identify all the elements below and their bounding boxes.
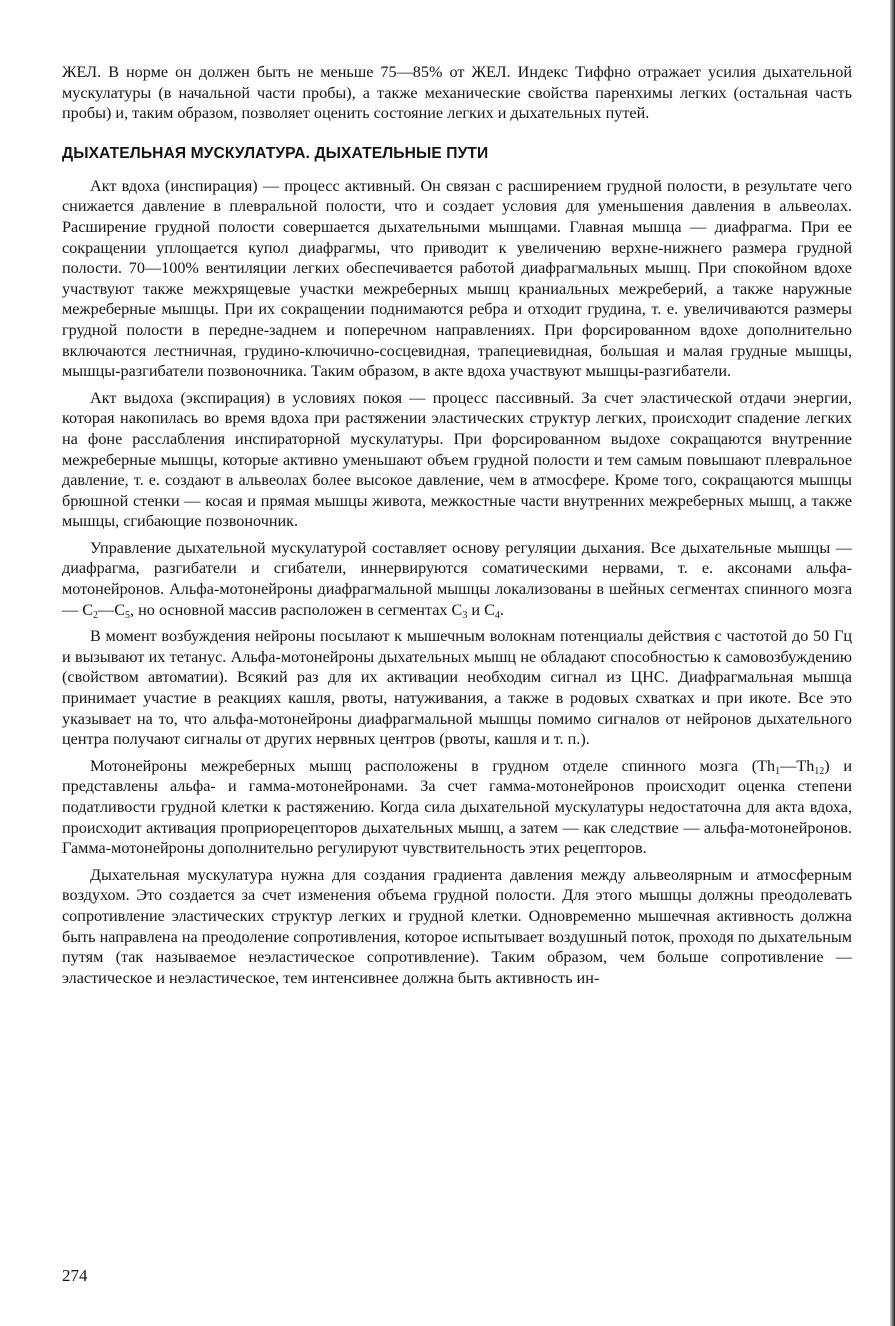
paragraph-motoneurons	[62, 756, 852, 859]
text-run: ) и представлены альфа- и гамма-мотонейронами. За счет гамма-мотонейронов происходит оценка степени податливости грудной клетки к растяжению. Когда сила дыхательной мускулатуры недостаточна для акта вдоха, происходит активация проприорецепторов дыхательных мышц, а затем — как следствие — альфа-мотонейронов. Гамма-мотонейроны дополнительно регулируют чувствительность этих рецепторов.	[62, 756, 852, 858]
subscript: 2	[93, 609, 99, 621]
subscript: 1	[775, 765, 781, 777]
text-run: —C	[98, 600, 126, 619]
text-run: Управление дыхательной мускулатурой составляет основу регуляции дыхания. Все дыхательные мышцы — диафрагма, разгибатели и сгибатели, иннервируются соматическими нервами, т. е. аксонами альфа-мотонейронов. Альфа-мотонейроны диафрагмальной мышцы локализованы в шейных сегментах спинного мозга — C	[62, 538, 852, 619]
text-run: —Th	[780, 756, 815, 775]
paragraph-expiration: Акт выдоха (экспирация) в условиях покоя — процесс пассивный. За счет эластической отдачи энергии, которая накопилась во время вдоха при растяжении эластических структур легких, происходит спадение легких на фоне расслабления инспираторной мускулатуры. При форсированном выдохе сокращаются внутренние межреберные мышцы, которые активно уменьшают объем грудной полости и тем самым повышают плевральное давление, т. е. создают в альвеолах более высокое давление, чем в атмосфере. Кроме того, сокращаются мышцы брюшной стенки — косая и прямая мышцы живота, межкостные части внутренних межреберных мышц, а также мышцы, сгибающие позвоночник.	[62, 388, 852, 531]
text-run: Мотонейроны межреберных мышц расположены в грудном отделе спинного мозга (Th	[90, 756, 776, 775]
subscript: 4	[494, 609, 500, 621]
page-body	[62, 62, 852, 988]
paragraph-inspiration: Акт вдоха (инспирация) — процесс активный. Он связан с расширением грудной полости, в результате чего снижается давление в плевральной полости, что и создает условия для уменьшения давления в альвеолах. Расширение грудной полости совершается дыхательными мышцами. Главная мышца — диафрагма. При ее сокращении уплощается купол диафрагмы, что приводит к увеличению верхне-нижнего размера грудной полости. 70—100% вентиляции легких обеспечивается работой диафрагмальных мышц. При спокойном вдохе участвуют также межхрящевые участки межреберных мышц краниальных межреберий, а также наружные межреберные мышцы. При их сокращении поднимаются ребра и отходит грудина, т. е. увеличиваются размеры грудной полости в передне-заднем и поперечном направлениях. При форсированном вдохе дополнительно включаются лестничная, грудино-ключично-сосцевидная, трапециевидная, большая и малая грудные мышцы, мышцы-разгибатели позвоночника. Таким образом, в акте вдоха участвуют мышцы-разгибатели.	[62, 176, 852, 381]
subscript: 5	[125, 609, 131, 621]
section-heading: ДЫХАТЕЛЬНАЯ МУСКУЛАТУРА. ДЫХАТЕЛЬНЫЕ ПУТИ	[62, 144, 489, 162]
paragraph-gradient: Дыхательная мускулатура нужна для создания градиента давления между альвеолярным и атмосферным воздухом. Это создается за счет изменения объема грудной полости. Для этого мышцы должны преодолевать сопротивление эластических структур легких и грудной клетки. Одновременно мышечная активность должна быть направлена на преодоление сопротивления, которое испытывает воздушный поток, проходя по дыхательным путям (так называемое неэластическое сопротивление). Таким образом, чем больше сопротивление — эластическое и неэластическое, тем интенсивнее должна быть активность ин-	[62, 865, 852, 987]
text-run: , но основной массив расположен в сегментах C	[130, 600, 463, 619]
paragraph-control	[62, 538, 852, 620]
intro-paragraph: ЖЕЛ. В норме он должен быть не меньше 75—85% от ЖЕЛ. Индекс Тиффно отражает усилия дыхательной мускулатуры (в начальной части пробы), а также механические свойства паренхимы легких (остальная часть пробы) и, таким образом, позволяет оценить состояние легких и дыхательных путей.	[62, 63, 852, 123]
subscript: 12	[814, 765, 825, 777]
text-run: .	[499, 600, 504, 619]
page-edge-shadow	[890, 0, 895, 1326]
paragraph-excitation: В момент возбуждения нейроны посылают к мышечным волокнам потенциалы действия с частотой до 50 Гц и вызывают их тетанус. Альфа-мотонейроны дыхательных мышц не обладают способностью к самовозбуждению (свойством автоматии). Всякий раз для их активации необходим сигнал из ЦНС. Диафрагмальная мышца принимает участие в реакциях кашля, рвоты, натуживания, а также в родовых схватках и при икоте. Все это указывает на то, что альфа-мотонейроны диафрагмальной мышцы помимо сигналов от нейронов дыхательного центра получают сигналы от других нервных центров (рвоты, кашля и т. п.).	[62, 627, 852, 749]
text-run: и C	[467, 600, 495, 619]
page-number: 274	[62, 1266, 88, 1285]
subscript: 3	[462, 609, 468, 621]
